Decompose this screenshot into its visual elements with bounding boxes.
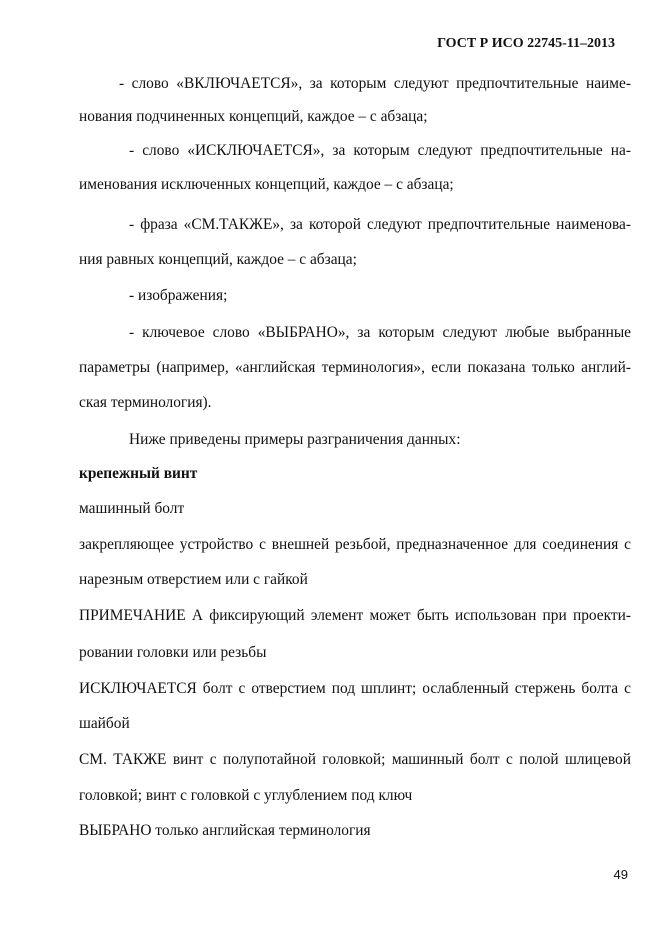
text-line: ровании головки или резьбы (79, 644, 267, 661)
text-line: головкой; винт с головкой с углублением под ключ (79, 787, 413, 804)
text-line: Ниже приведены примеры разграничения данных: (129, 431, 461, 448)
text-line: - слово «ВКЛЮЧАЕТСЯ», за которым следуют предпочтительные наиме- (119, 75, 631, 92)
text-line: СМ. ТАКЖЕ винт с полупотайной головкой; машинный болт с полой шлицевой (79, 751, 631, 768)
text-line: - ключевое слово «ВЫБРАНО», за которым следуют любые выбранные (129, 324, 631, 341)
text-line: - изображения; (129, 287, 228, 304)
text-line: ская терминология). (79, 394, 212, 411)
text-line: шайбой (79, 715, 130, 732)
text-line: машинный болт (79, 500, 185, 517)
text-line: ния равных концепций, каждое – с абзаца; (79, 251, 357, 268)
document-header: ГОСТ Р ИСО 22745-11–2013 (437, 36, 615, 51)
text-line: ВЫБРАНО только английская терминология (79, 822, 371, 839)
text-line: именования исключенных концепций, каждое – с абзаца; (79, 176, 454, 193)
text-line: ИСКЛЮЧАЕТСЯ болт с отверстием под шплинт; ослабленный стержень болта с (79, 680, 631, 697)
text-line: ПРИМЕЧАНИЕ А фиксирующий элемент может быть использован при проекти- (79, 607, 631, 624)
text-line: закрепляющее устройство с внешней резьбой, предназначенное для соединения с (79, 536, 631, 553)
text-line: - слово «ИСКЛЮЧАЕТСЯ», за которым следуют предпочтительные на- (129, 142, 631, 159)
text-line: - фраза «СМ.ТАКЖЕ», за которой следуют предпочтительные наименова- (129, 216, 631, 233)
term-heading: крепежный винт (79, 465, 198, 482)
text-line: нования подчиненных концепций, каждое – с абзаца; (79, 108, 428, 125)
page-number: 49 (613, 867, 628, 882)
text-line: нарезным отверстием или с гайкой (79, 571, 308, 588)
text-line: параметры (например, «английская терминология», если показана только англий- (79, 359, 631, 376)
